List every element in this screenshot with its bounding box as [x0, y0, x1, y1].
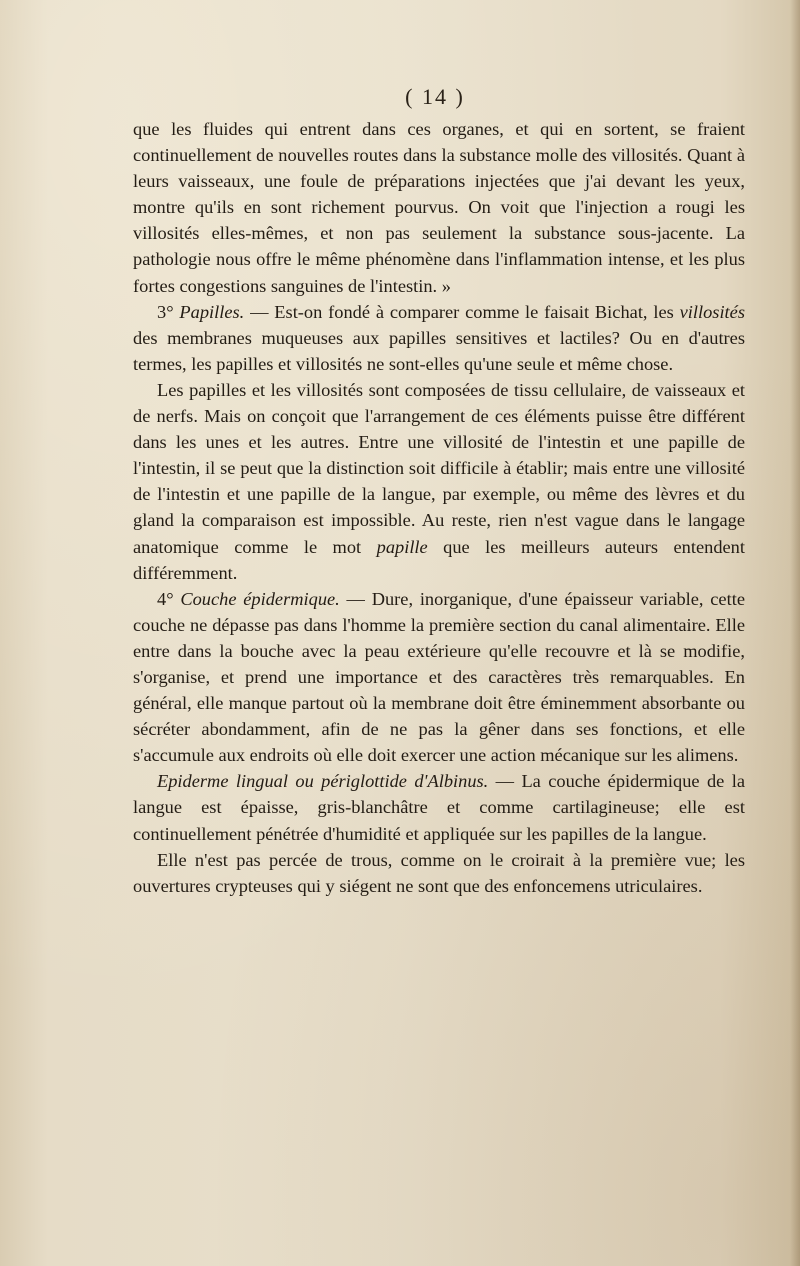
paragraph — [133, 299, 745, 377]
text-run: des membranes muqueuses aux papilles sensitives et lactiles? Ou en d'autres termes, les papilles et villosités ne sont-elles qu'une seule et même chose. — [133, 327, 745, 374]
italic-term: Papilles. — [179, 301, 245, 322]
italic-term: Epiderme lingual ou périglottide d'Albinus. — [157, 771, 489, 792]
page-edge-shadow — [790, 0, 800, 1266]
paragraph — [133, 116, 745, 299]
text-run: — Est-on fondé à comparer comme le faisait Bichat, les — [244, 301, 680, 322]
paragraph — [133, 847, 745, 899]
paragraph — [133, 586, 745, 769]
text-run: 4° — [157, 588, 181, 609]
paragraph — [133, 768, 745, 846]
italic-term: Couche épidermique. — [180, 588, 340, 609]
text-run: — Dure, inorganique, d'une épaisseur variable, cette couche ne dépasse pas dans l'homme la première section du canal alimentaire. Elle entre dans la bouche avec la peau extérieure qu'elle recouvre et là se modifie, s'organise, et prend une importance et des caractères très remarquables. En général, elle manque partout où la membrane doit être éminemment absorbante ou sécréter abondamment, afin de ne pas la gêner dans ses fonctions, et elle s'accumule aux endroits où elle doit exercer une action mécanique sur les alimens. — [133, 588, 745, 766]
text-run: que les fluides qui entrent dans ces organes, et qui en sortent, se fraient continuellement de nouvelles routes dans la substance molle des villosités. Quant à leurs vaisseaux, une foule de préparations injectées que j'ai devant les yeux, montre qu'ils en sont richement pourvus. On voit que l'injection a rougi les villosités elles-mêmes, et non pas seulement la substance sous-jacente. La pathologie nous offre le même phénomène dans l'inflammation intense, et les plus fortes congestions sanguines de l'intestin. » — [133, 119, 745, 296]
text-run: — La couche épidermique de la langue est épaisse, gris-blanchâtre et comme cartilagineuse; elle est continuellement pénétrée d'humidité et appliquée sur les papilles de la langue. — [133, 771, 746, 844]
page-number: ( 14 ) — [405, 84, 465, 109]
text-run: 3° — [157, 301, 180, 322]
italic-term: papille — [376, 536, 428, 557]
text-run: que les meilleurs auteurs entendent différemment. — [133, 536, 745, 583]
text-run: Les papilles et les villosités sont composées de tissu cellulaire, de vaisseaux et de nerfs. Mais on conçoit que l'arrangement de ces éléments puisse être différent dans les unes et les autres. Entre une villosité de l'intestin et une papille de l'intestin, il se peut que la distinction soit difficile à établir; mais entre une villosité de l'intestin et une papille de la langue, par exemple, ou même des lèvres et du gland la comparaison est impossible. Au reste, rien n'est vague dans le langage anatomique comme le mot — [133, 379, 745, 557]
italic-term: villosités — [679, 301, 745, 322]
paragraph — [133, 377, 745, 586]
text-run: Elle n'est pas percée de trous, comme on le croirait à la première vue; les ouvertures crypteuses qui y siégent ne sont que des enfoncemens utriculaires. — [133, 849, 745, 896]
body-text — [133, 116, 745, 899]
